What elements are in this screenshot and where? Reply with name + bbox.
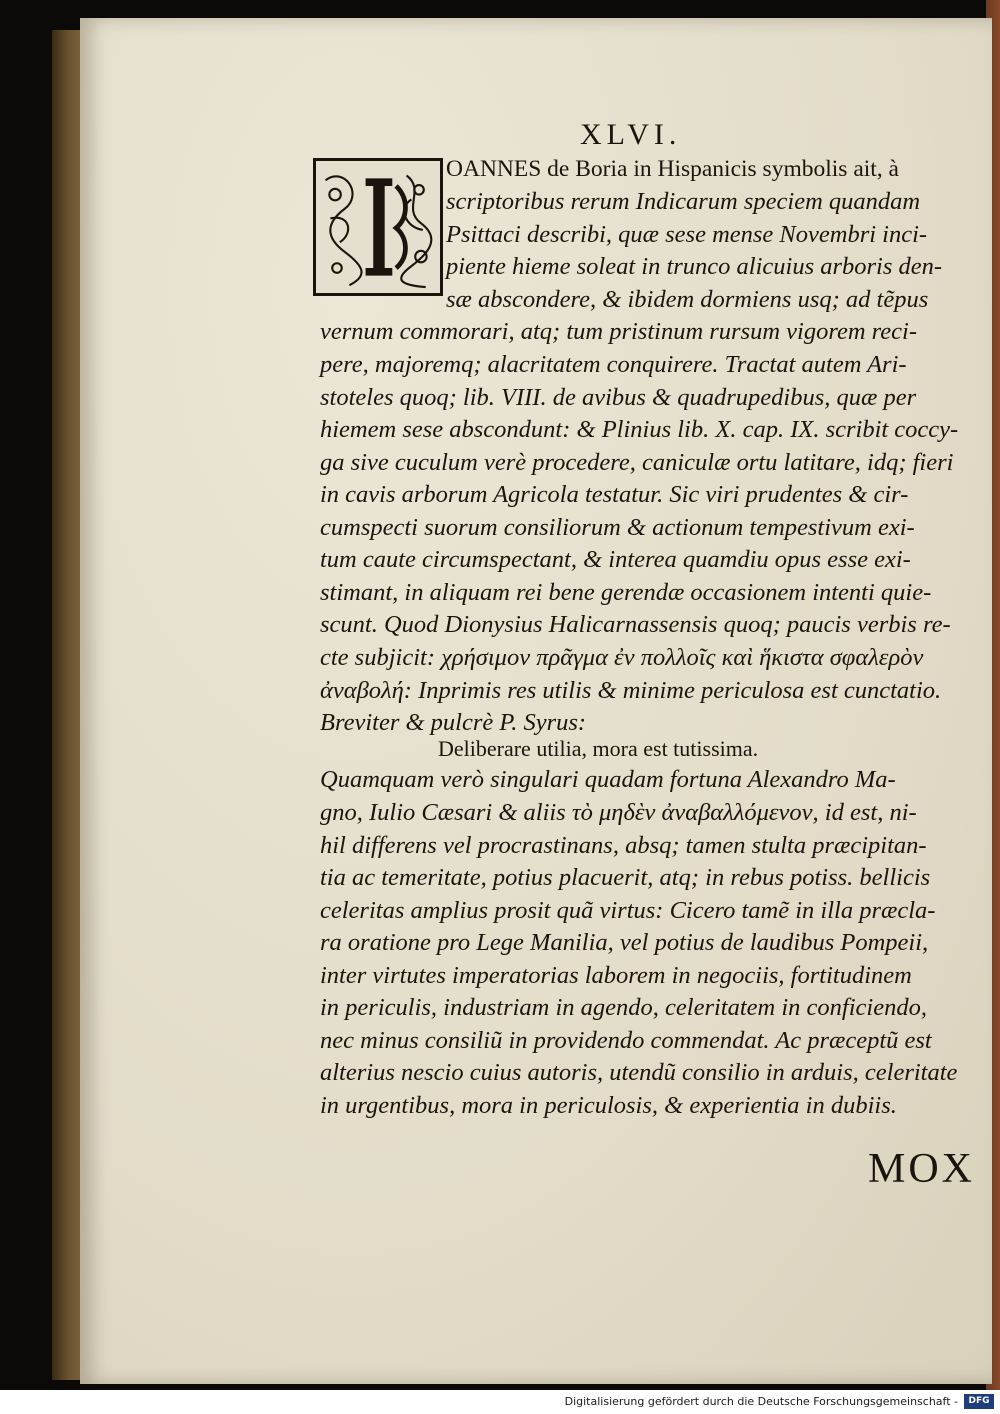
text-line-21: gno, Iulio Cæsari & aliis τὸ μηδὲν ἀναβαλλόμενον, id est, ni- [320,799,917,826]
text-line-5: sæ abscondere, & ibidem dormiens usq; ad tẽpus [446,286,929,313]
text-line-4: piente hieme soleat in trunco alicuius arboris den- [446,253,943,280]
text-line-14: stimant, in aliquam rei bene gerendæ occasionem intenti quie- [320,579,932,606]
quote-line: Deliberare utilia, mora est tutissima. [438,736,759,761]
text-line-7: pere, majoremq; alacritatem conquirere. Tractat autem Ari- [320,351,907,378]
catchword: MOX [868,1146,976,1192]
text-line-22: hil differens vel procrastinans, absq; tamen stulta præcipitan- [320,832,927,859]
text-line-17: ἀναβολή: Inprimis res utilis & minime periculosa est cunctatio. [320,677,942,704]
text-line-15: scunt. Quod Dionysius Halicarnassensis quoq; paucis verbis re- [320,611,951,638]
text-line-20: Quamquam verò singulari quadam fortuna Alexandro Ma- [320,766,896,793]
text-line-27: in periculis, industriam in agendo, celeritatem in conficiendo, [320,994,927,1021]
decorated-initial-i [313,158,443,296]
text-line-10: ga sive cuculum verè procedere, caniculæ ortu latitare, idq; fieri [320,449,954,476]
footer-credit: Digitalisierung gefördert durch die Deutsche Forschungsgemeinschaft - [564,1395,958,1408]
text-line-26: inter virtutes imperatorias laborem in negociis, fortitudinem [320,962,912,989]
text-line-6: vernum commorari, atq; tum pristinum rursum vigorem reci- [320,318,918,345]
text-line-29: alterius nescio cuius autoris, utendũ consilio in arduis, celeritate [320,1059,958,1086]
dfg-logo-icon[interactable]: DFG [964,1394,994,1409]
page-header-number: XLVI. [580,118,682,151]
text-line-24: celeritas amplius prosit quã virtus: Cicero tamẽ in illa præcla- [320,897,936,924]
text-line-8: stoteles quoq; lib. VIII. de avibus & quadrupedibus, quæ per [320,384,917,411]
text-line-25: ra oratione pro Lege Manilia, vel potius de laudibus Pompeii, [320,929,929,956]
text-line-16: cte subjicit: χρήσιμον πρᾶγμα ἐν πολλοῖς καὶ ἥκιστα σφαλερὸν [320,644,924,671]
text-line-2: scriptoribus rerum Indicarum speciem quandam [446,188,921,215]
text-line-11: in cavis arborum Agricola testatur. Sic viri prudentes & cir- [320,481,909,508]
text-line-18: Breviter & pulcrè P. Syrus: [320,709,587,736]
ornament-icon [316,161,440,293]
text-line-23: tia ac temeritate, potius placuerit, atq; in rebus potiss. bellicis [320,864,931,891]
text-line-9: hiemem sese abscondunt: & Plinius lib. X. cap. IX. scribit coccy- [320,416,959,443]
text-line-13: tum caute circumspectant, & interea quamdiu opus esse exi- [320,546,911,573]
text-line-28: nec minus consiliũ in providendo commendat. Ac præceptũ est [320,1027,932,1054]
text-line-3: Psittaci describi, quæ sese mense Novembri inci- [446,221,928,248]
footer-bar [0,1390,1000,1414]
text-line-12: cumspecti suorum consiliorum & actionum tempestivum exi- [320,514,915,541]
text-line-30: in urgentibus, mora in periculosis, & experientia in dubiis. [320,1092,897,1119]
text-line-1: OANNES de Boria in Hispanicis symbolis ait, à [446,156,899,182]
